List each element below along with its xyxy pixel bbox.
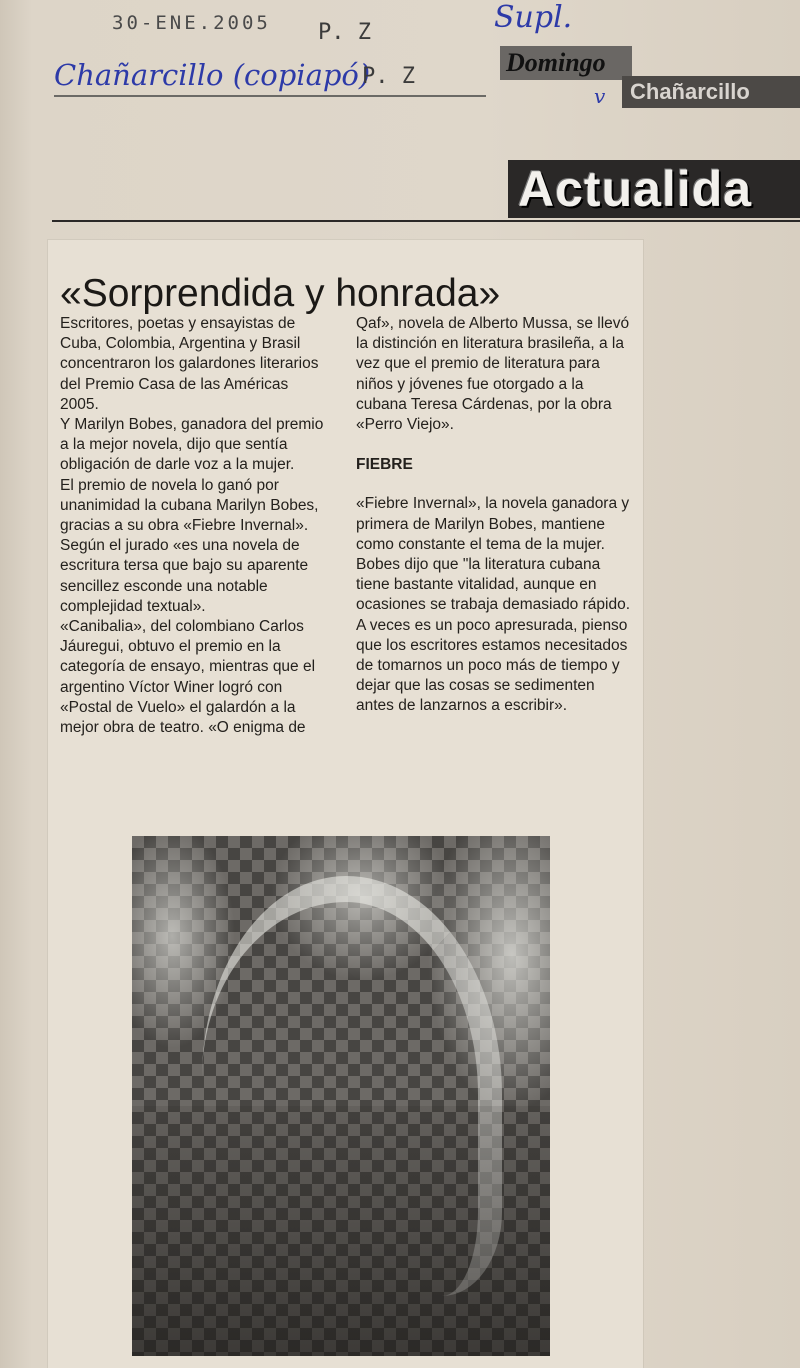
author-photo — [132, 836, 550, 1356]
article-left-column — [60, 314, 328, 738]
handwritten-underline — [54, 95, 486, 97]
paragraph: «Canibalia», del colombiano Carlos Jáuregui, obtuvo el premio en la categoría de ensayo, mientras que el argentino Víctor Winer logró con «Postal de Vuelo» el galardón a la mejor obra de teatro. «O enigma de — [60, 618, 316, 737]
article-right-column — [356, 314, 631, 717]
supplement-label: Domingo — [500, 46, 632, 80]
paragraph: Según el jurado «es una novela de escritura tersa que bajo su aparente sencillez esconde una notable complejidad textual». — [60, 537, 309, 615]
newspaper-name: Chañarcillo — [622, 76, 800, 108]
paragraph: «Fiebre Invernal», la novela ganadora y primera de Marilyn Bobes, mantiene como constante el tema de la mujer. Bobes dijo que "la literatura cubana tiene bastante vitalidad, aunque en ocasiones se trabaja demasiado rápido. A veces es un poco apresurada, pienso que los escritores estamos necesitados de tomarnos un poco más de tiempo y dejar que las cosas se sedimenten antes de lanzarnos a escribir». — [356, 495, 631, 715]
handwritten-source: Chañarcillo (copiapó) — [54, 58, 371, 92]
handwritten-page-top: P. Z — [318, 20, 371, 45]
handwritten-marker: v — [594, 84, 606, 108]
paragraph: Escritores, poetas y ensayistas de Cuba, Colombia, Argentina y Brasil concentraron los galardones literarios del Premio Casa de las Américas 2005. — [60, 315, 319, 413]
handwritten-supl: Supl. — [494, 0, 573, 35]
paragraph: El premio de novela lo ganó por unanimidad la cubana Marilyn Bobes, gracias a su obra «Fiebre Invernal». — [60, 476, 319, 535]
paragraph: Y Marilyn Bobes, ganadora del premio a la mejor novela, dijo que sentía obligación de darle voz a la mujer. — [60, 416, 324, 474]
paragraph: Qaf», novela de Alberto Mussa, se llevó la distinción en literatura brasileña, a la vez que el premio de literatura para niños y jóvenes fue otorgado a la cubana Teresa Cárdenas, por la obra «Perro Viejo». — [356, 315, 630, 434]
article-headline: «Sorprendida y honrada» — [60, 272, 501, 316]
article-subhead: FIEBRE — [356, 456, 413, 474]
photo-shadow — [132, 1106, 550, 1356]
section-banner: Actualida — [508, 160, 800, 218]
handwritten-page-source: P. Z — [362, 64, 415, 89]
handwritten-date: 30-ENE.2005 — [112, 12, 271, 34]
header-rule — [52, 220, 800, 222]
